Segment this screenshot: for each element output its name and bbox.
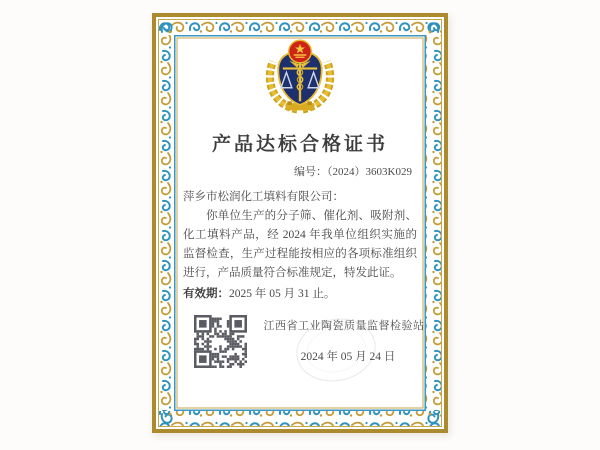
- certificate-body-text: 你单位生产的分子筛、催化剂、吸附剂、化工填料产品，经 2024 年我单位组织实施的监督检查，生产过程能按相应的各项标准组织进行，产品质量符合标准规定，特发此证。: [183, 210, 417, 279]
- validity-line: [156, 285, 444, 304]
- certificate-content: [156, 17, 444, 429]
- certificate-footer: [156, 313, 444, 403]
- validity-label: 有效期：: [183, 288, 229, 300]
- certificate-sheet: [152, 13, 448, 433]
- quality-supervision-badge-icon: [259, 38, 341, 114]
- recipient-company: 萍乡市松润化工填料有限公司：: [183, 191, 344, 203]
- issue-date: 2024 年 05 月 24 日: [300, 351, 396, 363]
- certificate-number-line: [156, 163, 444, 179]
- certificate-title: 产品达标合格证书: [211, 134, 388, 155]
- certificate-number-value: （2024）3603K029: [327, 166, 412, 178]
- issuer-name: 江西省工业陶瓷质量监督检验站: [263, 320, 425, 332]
- validity-value: 2025 年 05 月 31 止。: [229, 288, 336, 300]
- qr-code: [194, 315, 247, 368]
- certificate-number-label: 编号：: [294, 166, 328, 178]
